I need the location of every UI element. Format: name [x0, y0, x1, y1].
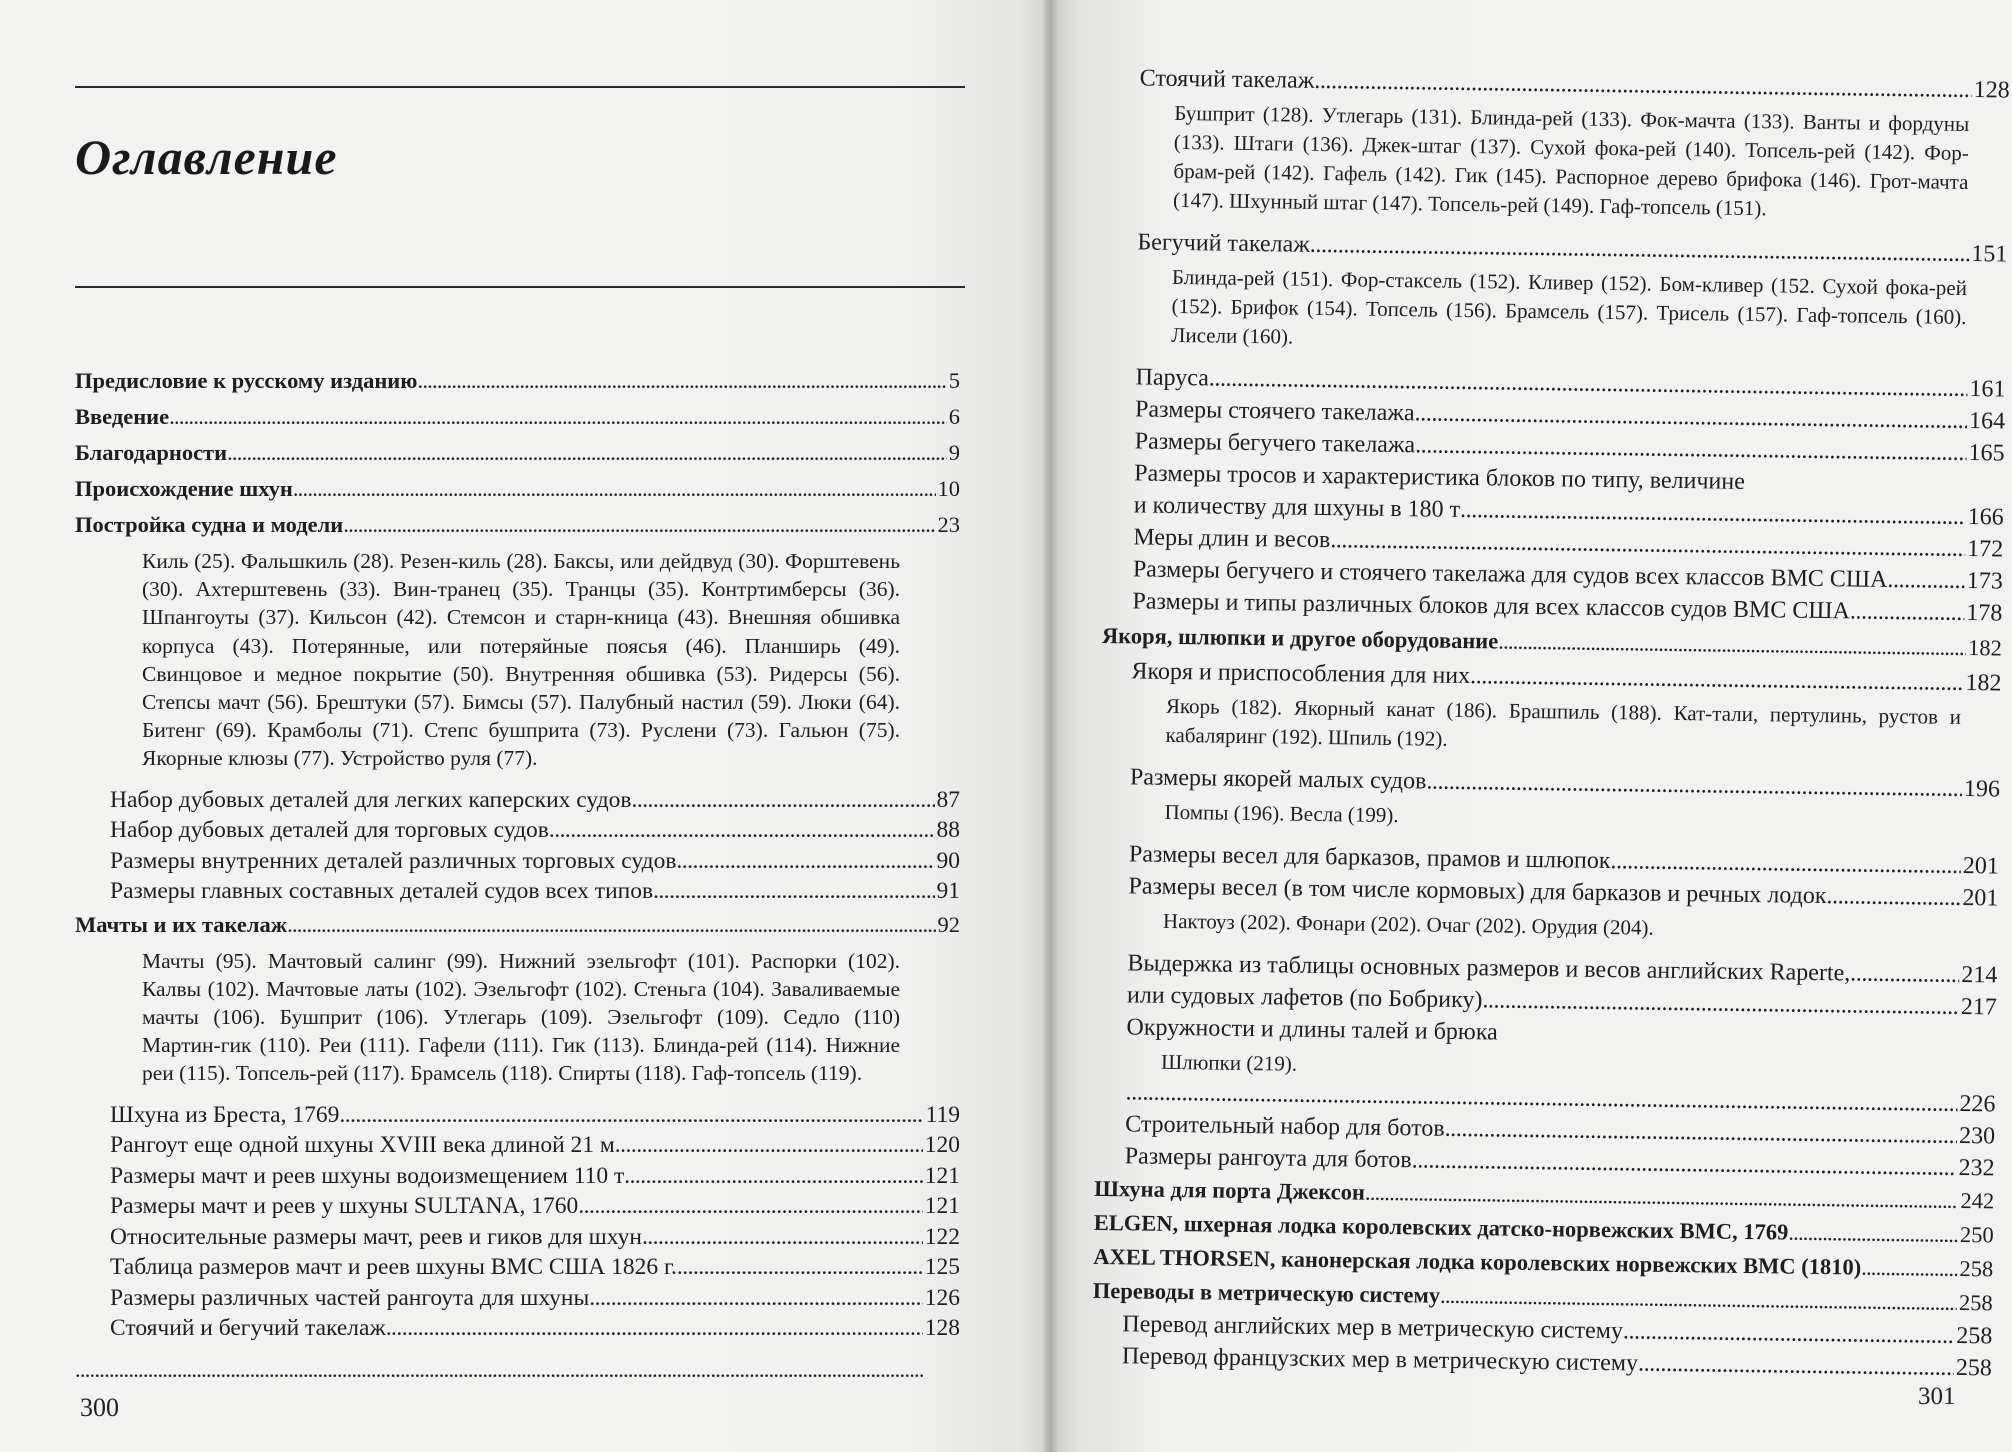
toc-entry[interactable]: Паруса . . . 161	[1105, 361, 2005, 406]
toc-entry[interactable]: Размеры стоячего такелажа . . . 164	[1105, 393, 2005, 438]
page-number: 258	[1959, 1255, 1994, 1282]
page-number: 173	[1966, 568, 2004, 595]
page-number: 91	[936, 878, 960, 905]
page-number: 178	[1966, 600, 2003, 627]
dot-leader	[1610, 845, 1961, 882]
dot-leader	[589, 1283, 922, 1314]
dot-leader	[293, 471, 936, 507]
page-number: 217	[1960, 993, 1998, 1021]
toc-entry[interactable]: Размеры мачт и реев шхуны водоизмещением 110 т . . . 121	[75, 1161, 960, 1192]
page-number-folio-right: 301	[1918, 1383, 1956, 1410]
page-number-folio-left: 300	[80, 1393, 119, 1422]
dot-leader	[75, 1352, 958, 1388]
page-number: 120	[924, 1132, 960, 1159]
page-number: 161	[1969, 376, 2006, 403]
toc-entry[interactable]	[75, 1352, 960, 1388]
page-number: 23	[937, 512, 960, 537]
toc-entry[interactable]: Постройка судна и модели . . . 23	[75, 507, 960, 543]
toc-entry[interactable]: Размеры якорей малых судов . . . 196	[1100, 761, 2000, 806]
book-gutter	[1042, 0, 1058, 1452]
page-number: 242	[1960, 1187, 1995, 1214]
toc-entry[interactable]: Шхуна из Бреста, 1769 . . . 119	[75, 1100, 960, 1131]
dot-leader	[1861, 1251, 1958, 1286]
page-number: 258	[1958, 1289, 1993, 1316]
page-number: 165	[1968, 440, 2005, 467]
dot-leader	[677, 1252, 923, 1283]
toc-entry[interactable]: Перевод французских мер в метрическую систему . . . 258	[1092, 1340, 1992, 1385]
dot-leader	[1638, 1348, 1954, 1384]
title-bottom-rule	[75, 286, 965, 288]
page-number: 250	[1959, 1221, 1994, 1248]
toc-list-left	[75, 363, 960, 1388]
page-number: 121	[924, 1193, 960, 1220]
toc-entry[interactable]: Строительный набор для ботов . . . 230	[1095, 1108, 1995, 1153]
dot-leader	[1314, 65, 1972, 106]
toc-entry[interactable]: Размеры рангоута для ботов . . . 232	[1095, 1140, 1995, 1185]
toc-subtopics: Мачты (95). Мачтовый салинг (99). Нижний эзельгофт (101). Распорки (102). Калвы (102). Мачтовые латы (102). Эзельгофт (102). Стеньга (104). Заваливаемые мачты (106). Бушприт (106). Утлегарь (109). Эзельгофт (109). Седло (110) Мартин-гик (110). Реи (111). Гафели (111). Гик (113). Блинда-рей (114). Нижние реи (115). Топсель-рей (117). Брамсель (118). Спирты (118). Гаф-топсель (119).	[142, 948, 900, 1086]
dot-leader	[632, 785, 935, 816]
toc-entry[interactable]: Предисловие к русскому изданию . . . 5	[75, 363, 960, 399]
page-number: 182	[1967, 635, 2003, 661]
toc-subtopics: Нактоуз (202). Фонари (202). Очаг (202). Орудия (204).	[1162, 908, 1654, 940]
toc-entry[interactable]: Размеры мачт и реев у шхуны SULTANA, 1760 . . . 121	[75, 1191, 960, 1222]
page-number: 201	[1962, 884, 1999, 912]
page-number: 172	[1967, 536, 2004, 563]
toc-subtopics: Бушприт (128). Утлегарь (131). Блинда-рей (133). Фок-мачта (133). Ванты и фордуны (133). Штаги (136). Джек-штаг (137). Сухой фока-рей (140). Топсель-рей (142). Фор-брам-рей (142). Гафель (142). Гик (145). Распорное дерево брифока (146). Грот-мачта (147). Шхунный штаг (147). Топсель-рей (149). Гаф-топсель (151).	[1172, 100, 1970, 221]
page-number: 164	[1968, 408, 2006, 435]
page-number: 126	[924, 1284, 960, 1311]
toc-subtopics: Якорь (182). Якорный канат (186). Брашпиль (188). Кат-тали, пертулинь, рустов и кабаляринг (192). Шпиль (192).	[1165, 693, 1962, 751]
toc-entry[interactable]: Размеры главных составных деталей судов всех типов . . . 91	[75, 876, 960, 907]
dot-leader	[642, 1222, 923, 1253]
toc-entry[interactable]: Якоря, шлюпки и другое оборудование . . . 182	[1102, 617, 2002, 668]
page-number: 87	[936, 786, 960, 813]
dot-leader	[676, 846, 934, 877]
dot-leader	[1623, 1315, 1955, 1352]
dot-leader	[1850, 957, 1960, 991]
dot-leader	[1850, 595, 1965, 629]
page-number: 230	[1958, 1122, 1996, 1150]
toc-subtopics: Киль (25). Фальшкиль (28). Резен-киль (28). Баксы, или дейдвуд (30). Форштевень (30). Ахтерштевень (33). Вин-транец (35). Транцы (35). Контртимберсы (36). Шпангоуты (37). Кильсон (42). Стемсон и старн-кница (43). Внешняя обшивка корпуса (43). Потерянные, или потеряйные пояcья (46). Планширь (49). Свинцовое и медное покрытие (50). Внутренняя обшивка (53). Ридерсы (56). Степсы мачт (56). Брештуки (57). Бимсы (57). Палубный настил (59). Люки (64). Битенг (69). Крамболы (71). Степс бушприта (73). Руслени (73). Гальюн (75). Якорные клюзы (77). Устройство руля (77).	[142, 549, 900, 771]
page-number: 226	[1959, 1090, 1996, 1118]
page-number: 119	[925, 1101, 960, 1128]
toc-entry[interactable]: Размеры весел для барказов, прамов и шлюпок . . . 201	[1099, 838, 1999, 883]
page-number: 128	[1973, 77, 2010, 104]
toc-entry[interactable]: Меры длин и весов . . . 172	[1103, 521, 2003, 566]
page-number: 128	[924, 1315, 960, 1342]
toc-entry[interactable]: Размеры тросов и характеристика блоков по типу, величине	[1134, 460, 1746, 495]
toc-entry[interactable]: Размеры бегучего такелажа . . . 165	[1104, 425, 2004, 470]
toc-subtopics: Шлюпки (219).	[1160, 1049, 1298, 1076]
page-number: 196	[1963, 775, 2001, 803]
dot-leader	[578, 1191, 922, 1222]
dot-leader	[169, 399, 947, 435]
dot-leader	[1482, 984, 1959, 1023]
toc-entry[interactable]: Благодарности . . . 9	[75, 435, 960, 471]
toc-entry[interactable]: Бегучий такелаж . . . 151	[1107, 226, 2007, 271]
page-number: 166	[1967, 504, 2004, 531]
toc-entry[interactable]: и количеству для шхуны в 180 т . . . 166	[1104, 489, 2004, 534]
toc-entry[interactable]: Относительные размеры мачт, реев и гиков для шхун . . . 122	[75, 1222, 960, 1253]
dot-leader	[549, 815, 935, 846]
page-number: 214	[1961, 961, 1998, 989]
toc-entry[interactable]: Якоря и приспособления для них . . . 182	[1101, 655, 2001, 700]
toc-list-right	[1092, 62, 2010, 1384]
toc-entry[interactable]: Переводы в метрическую систему . . . 258	[1093, 1274, 1993, 1321]
toc-entry[interactable]: Размеры бегучего и стоячего такелажа для судов всех классов ВМС США . . . 173	[1103, 553, 2003, 598]
toc-entry[interactable]: Набор дубовых деталей для легких каперских судов . . . 87	[75, 785, 960, 816]
toc-entry[interactable]: Стоячий такелаж . . . 128	[1110, 62, 2010, 107]
dot-leader	[1887, 564, 1965, 597]
toc-entry[interactable]: Набор дубовых деталей для торговых судов . . . 88	[75, 815, 960, 846]
page-number: 121	[924, 1162, 960, 1189]
toc-entry[interactable]: Размеры и типы различных блоков для всех классов судов ВМС США . . . 178	[1102, 585, 2002, 630]
page-number: 151	[1971, 241, 2008, 268]
toc-entry[interactable]: или судовых лафетов (по Бобрику) . . . 217	[1097, 979, 1997, 1024]
page-number: 10	[937, 476, 960, 501]
toc-entry[interactable]: Размеры различных частей рангоута для шхуны . . . 126	[75, 1283, 960, 1314]
toc-entry[interactable]: Рангоут еще одной шхуны XVIII века длиной 21 м . . . 120	[75, 1130, 960, 1161]
dot-leader	[386, 1313, 923, 1344]
page-number: 9	[948, 440, 960, 465]
page-number: 6	[948, 404, 960, 429]
toc-entry[interactable]: ELGEN, шхерная лодка королевских датско-норвежских ВМС, 1769 . . . 250	[1094, 1206, 1994, 1253]
dot-leader	[417, 363, 946, 399]
dot-leader	[1498, 622, 1966, 667]
dot-leader	[1426, 765, 1962, 804]
toc-subtopics: Помпы (196). Весла (199).	[1164, 799, 1399, 828]
dot-leader	[653, 876, 934, 907]
dot-leader	[615, 1130, 923, 1161]
page-number: 90	[936, 847, 960, 874]
page-number: 258	[1956, 1322, 1993, 1350]
dot-leader	[624, 1161, 923, 1192]
right-page	[1050, 0, 2012, 1452]
page-number: 88	[936, 817, 960, 844]
toc-entry[interactable]: Размеры весел (в том числе кормовых) для барказов и речных лодок . . . 201	[1098, 870, 1998, 915]
toc-entry[interactable]: Таблица размеров мачт и реев шхуны ВМС США 1826 г. . . . 125	[75, 1252, 960, 1283]
toc-entry[interactable]: Происхождение шхун . . . 10	[75, 471, 960, 507]
toc-entry[interactable]: Размеры внутренних деталей различных торговых судов . . . 90	[75, 846, 960, 877]
dot-leader	[287, 907, 935, 943]
toc-entry[interactable]: Окружности и длины талей и брюка	[1126, 1014, 1498, 1046]
toc-entry[interactable]: AXEL THORSEN, канонерская лодка королевских норвежских ВМС (1810) . . . 258	[1093, 1240, 1993, 1287]
page-title: Оглавление	[75, 129, 338, 185]
toc-subtopics: Блинда-рей (151). Фор-стаксель (152). Кливер (152). Бом-кливер (152. Сухой фока-рей (152). Брифок (154). Топсель (156). Брамсель (157). Трисель (157). Гаф-топсель (160). Лисели (160).	[1171, 264, 1968, 349]
page-number: 232	[1958, 1154, 1995, 1182]
dot-leader	[1788, 1216, 1958, 1252]
dot-leader	[1470, 660, 1964, 699]
toc-entry[interactable]: Выдержка из таблицы основных размеров и весов английских Raperte, . . . 214	[1097, 947, 1997, 992]
toc-entry[interactable]: Стоячий и бегучий такелаж . . . 128	[75, 1313, 960, 1344]
page-number: 125	[924, 1254, 960, 1281]
toc-entry[interactable]: Перевод английских мер в метрическую систему . . . 258	[1092, 1308, 1992, 1353]
dot-leader	[227, 435, 947, 471]
dot-leader	[339, 1100, 923, 1131]
dot-leader	[1310, 229, 1970, 270]
page-number: 122	[924, 1223, 960, 1250]
top-rule	[75, 86, 965, 88]
page-number: 92	[937, 911, 960, 937]
page-number: 182	[1965, 670, 2002, 697]
dot-leader	[343, 507, 935, 543]
toc-entry[interactable]: Шхуна для порта Джексон . . . 242	[1094, 1172, 1994, 1219]
dot-leader	[1826, 880, 1960, 914]
page-number: 5	[948, 368, 960, 393]
toc-entry[interactable]: Введение . . . 6	[75, 399, 960, 435]
page-number: 258	[1955, 1354, 1993, 1382]
toc-entry[interactable]: Мачты и их такелаж . . . 92	[75, 907, 960, 943]
page-number: 201	[1962, 852, 2000, 880]
